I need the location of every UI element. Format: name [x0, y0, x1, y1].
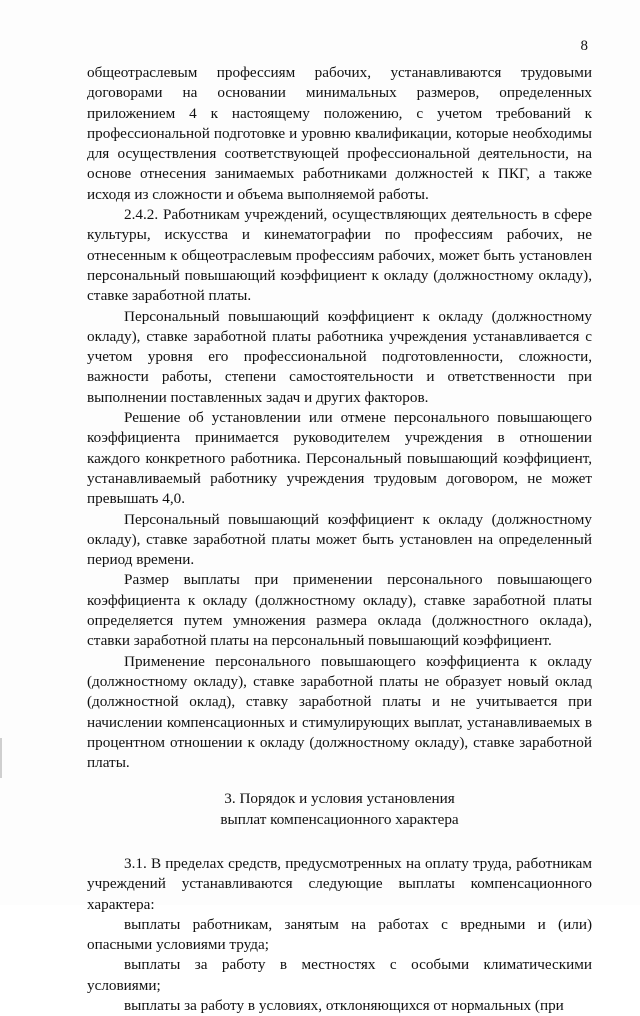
paragraph: Персональный повышающий коэффициент к окладу (должностному окладу), ставке заработной платы может быть установлен на определенный период времени. [87, 510, 592, 569]
paragraph: Решение об установлении или отмене персонального повышающего коэффициента принимается руководителем учреждения в отношении каждого конкретного работника. Персональный повышающий коэффициент, устанавливаемый работнику учреждения трудовым договором, не может превышать 4,0. [87, 409, 592, 508]
paragraph: выплаты работникам, занятым на работах с вредными и (или) опасными условиями труда; [87, 915, 592, 954]
paragraphs-after-section [87, 854, 592, 1016]
paragraph: Персональный повышающий коэффициент к окладу (должностному окладу), ставке заработной платы работника учреждения устанавливается с учетом уровня его профессиональной подготовленности, сложности, важности работы, степени самостоятельности и ответственности при выполнении поставленных задач и других факторов. [87, 307, 592, 406]
paragraphs-before-section [87, 63, 592, 773]
section-heading [87, 789, 592, 830]
paragraph: 2.4.2. Работникам учреждений, осуществляющих деятельность в сфере культуры, искусства и кинематографии по профессиям рабочих, не отнесенным к общеотраслевым профессиям рабочих, может быть установлен персональный повышающий коэффициент к окладу (должностному окладу), ставке заработной платы. [87, 206, 592, 305]
paragraph: выплаты за работу в местностях с особыми климатическими условиями; [87, 956, 592, 994]
section-heading-line-2: выплат компенсационного характера [220, 810, 459, 828]
paragraph: Размер выплаты при применении персонального повышающего коэффициента к окладу (должностному окладу), ставке заработной платы определяется путем умножения размера оклада (должностного оклада), ставки заработной платы на персональный повышающий коэффициент. [87, 571, 592, 650]
paragraph: 3.1. В пределах средств, предусмотренных на оплату труда, работникам учреждений устанавливаются следующие выплаты компенсационного характера: [87, 854, 592, 913]
page-number: 8 [580, 38, 588, 54]
paragraph: Применение персонального повышающего коэффициента к окладу (должностному окладу), ставке заработной платы не образует новый оклад (должностной оклад), ставку заработной платы и не учитывается при начислении компенсационных и стимулирующих выплат, устанавливаемых в процентном отношении к окладу (должностному окладу), ставке заработной платы. [87, 652, 592, 772]
paragraph: выплаты за работу в условиях, отклоняющихся от нормальных (при [124, 997, 564, 1015]
paragraph: общеотраслевым профессиям рабочих, устанавливаются трудовыми договорами на основании минимальных размеров, определенных приложением 4 к настоящему положению, с учетом требований к профессиональной подготовке и уровню квалификации, которые необходимы для осуществления соответствующей профессиональной деятельности, на основе отнесения занимаемых работниками должностей к ПКГ, а также исходя из сложности и объема выполняемой работы. [87, 64, 592, 203]
section-heading-line-1: 3. Порядок и условия установления [224, 790, 455, 808]
scan-edge-mark [0, 738, 2, 778]
document-body [87, 63, 592, 1016]
